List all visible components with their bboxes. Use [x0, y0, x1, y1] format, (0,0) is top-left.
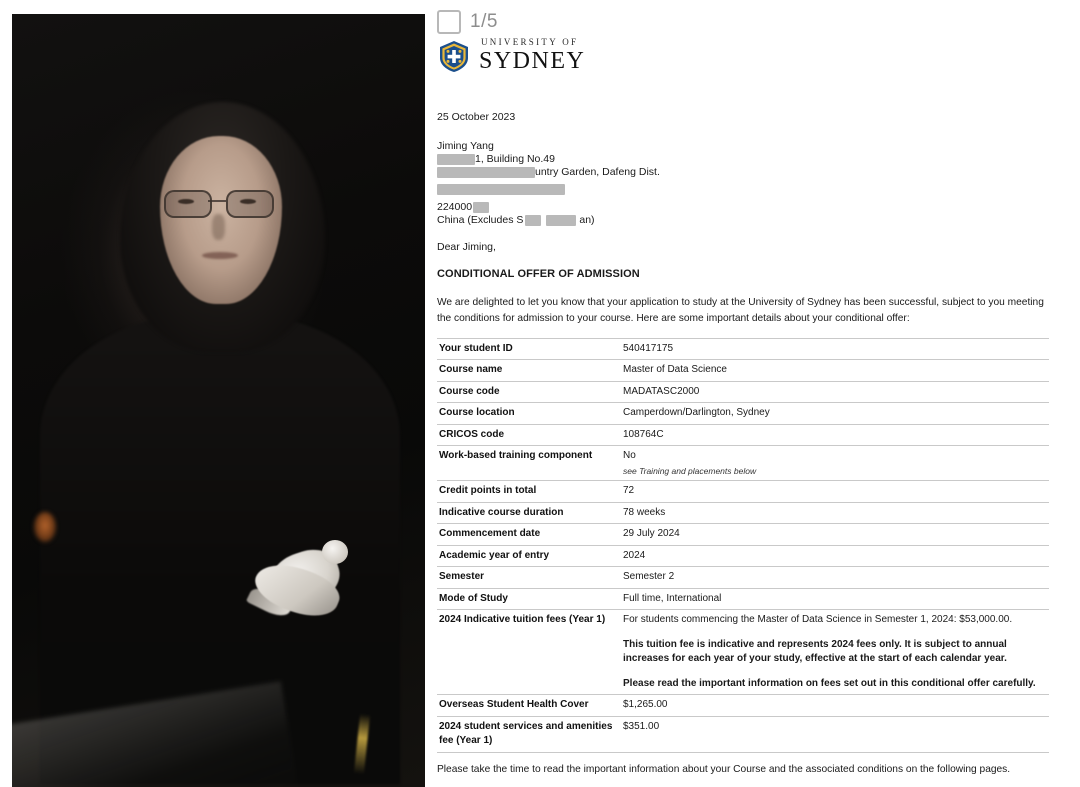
address-country: [437, 213, 1057, 226]
photo-subject-mouth: [202, 252, 238, 259]
table-row-key: Credit points in total: [437, 481, 621, 503]
table-row-value: 29 July 2024: [621, 524, 1049, 546]
table-row: [437, 338, 1049, 360]
table-row-key: Work-based training component: [437, 446, 621, 481]
bird-head: [322, 540, 348, 564]
photo-subject-eye-left: [178, 199, 194, 204]
table-row-key: Course name: [437, 360, 621, 382]
table-row: [437, 381, 1049, 403]
document-body: [437, 110, 1057, 778]
table-row-key: Academic year of entry: [437, 545, 621, 567]
redaction-bar: [473, 202, 489, 213]
table-row-value: For students commencing the Master of Data Science in Semester 1, 2024: $53,000.00. This tuition fee is indicative and represents 2024 fees only. It is subject to annual increases for each year of your study, effective at the start of each calendar year. Please read the important information on fees set out in this conditional offer carefully.: [621, 610, 1049, 695]
table-row: [437, 403, 1049, 425]
table-row-key: Semester: [437, 567, 621, 589]
table-row-key: Overseas Student Health Cover: [437, 695, 621, 717]
letterhead-line-1: UNIVERSITY OF: [481, 37, 579, 47]
recipient-address-block: [437, 139, 1057, 226]
photo-subject-glasses-left: [164, 190, 212, 218]
address-line-3: [437, 178, 1057, 200]
table-row-key: 2024 student services and amenities fee (Year 1): [437, 716, 621, 752]
table-row-value: $1,265.00: [621, 695, 1049, 717]
table-row-value: 2024: [621, 545, 1049, 567]
salutation: Dear Jiming,: [437, 241, 496, 254]
offer-details-body: [437, 338, 1049, 752]
offer-intro: We are delighted to let you know that your application to study at the University of Sydney has been successful, subject to you meeting the conditions for admission to your course. Here are some important details about your conditional offer:: [437, 297, 1044, 324]
table-row-value: Full time, International: [621, 588, 1049, 610]
table-row-key: Indicative course duration: [437, 502, 621, 524]
offer-closing: Please take the time to read the important information about your Course and the associated conditions on the following pages.: [437, 763, 1011, 775]
table-row-bold-paragraph: This tuition fee is indicative and represents 2024 fees only. It is subject to annual increases for each year of your study, effective at the start of each calendar year.: [623, 638, 1007, 665]
photo-orange-light: [34, 512, 56, 542]
address-postcode-text: 224000: [437, 201, 473, 214]
table-row: [437, 567, 1049, 589]
portrait-photo: [12, 14, 425, 787]
table-row: [437, 695, 1049, 717]
table-row: [437, 424, 1049, 446]
address-line-1-text: 1, Building No.49: [475, 153, 555, 166]
offer-title: CONDITIONAL OFFER OF ADMISSION: [437, 268, 640, 281]
table-row-value: 78 weeks: [621, 502, 1049, 524]
table-row-value: 72: [621, 481, 1049, 503]
table-row: [437, 524, 1049, 546]
table-row: [437, 360, 1049, 382]
photo-subject-glasses-right: [226, 190, 274, 218]
letterhead-line-2: SYDNEY: [479, 48, 586, 74]
address-line-2: [437, 165, 1057, 178]
offer-details-table: [437, 338, 1049, 753]
table-row: [437, 481, 1049, 503]
document-scrollbar[interactable]: [1073, 0, 1079, 787]
table-row-key: Course location: [437, 403, 621, 425]
table-row-value: Master of Data Science: [621, 360, 1049, 382]
table-row-key: CRICOS code: [437, 424, 621, 446]
table-row-key: Commencement date: [437, 524, 621, 546]
letterhead: [437, 38, 585, 73]
redaction-bar: [437, 167, 535, 178]
table-row: [437, 446, 1049, 481]
table-row: [437, 502, 1049, 524]
document-panel: [425, 0, 1080, 787]
table-row-key: Your student ID: [437, 338, 621, 360]
address-country-suffix: an): [579, 214, 595, 227]
table-row-note: see Training and placements below: [623, 465, 757, 476]
letter-date: 25 October 2023: [437, 111, 516, 123]
table-row: [437, 610, 1049, 695]
table-row-value: 540417175: [621, 338, 1049, 360]
photo-subject-nose: [212, 214, 225, 240]
table-row-key: Mode of Study: [437, 588, 621, 610]
redaction-bar: [437, 184, 565, 195]
page-indicator-label: 1/5: [470, 11, 498, 32]
photo-panel: [0, 0, 425, 787]
photo-subject-glasses-bridge: [208, 200, 226, 202]
address-postcode: [437, 200, 1057, 213]
page-indicator: [437, 10, 498, 34]
university-crest-icon: [437, 39, 471, 73]
table-row-bold-paragraph: Please read the important information on fees set out in this conditional offer carefully.: [623, 677, 1036, 689]
recipient-name: Jiming Yang: [437, 140, 494, 153]
photo-subject-eye-right: [240, 199, 256, 204]
table-row-value: $351.00: [621, 716, 1049, 752]
table-row-value: Semester 2: [621, 567, 1049, 589]
table-row: [437, 588, 1049, 610]
address-line-2-text: untry Garden, Dafeng Dist.: [535, 166, 660, 179]
table-row: [437, 716, 1049, 752]
address-country-prefix: China (Excludes S: [437, 214, 524, 227]
table-row-key: Course code: [437, 381, 621, 403]
photo-white-bird: [252, 534, 382, 654]
empty-checkbox-icon[interactable]: [437, 10, 461, 34]
table-row-value: 108764C: [621, 424, 1049, 446]
table-row-key: 2024 Indicative tuition fees (Year 1): [437, 610, 621, 695]
table-row: [437, 545, 1049, 567]
redaction-bar: [546, 215, 576, 226]
address-line-1: [437, 152, 1057, 165]
table-row-value: MADATASC2000: [621, 381, 1049, 403]
redaction-bar: [437, 154, 475, 165]
table-row-value: Camperdown/Darlington, Sydney: [621, 403, 1049, 425]
table-row-value: No see Training and placements below: [621, 446, 1049, 481]
redaction-bar: [525, 215, 541, 226]
